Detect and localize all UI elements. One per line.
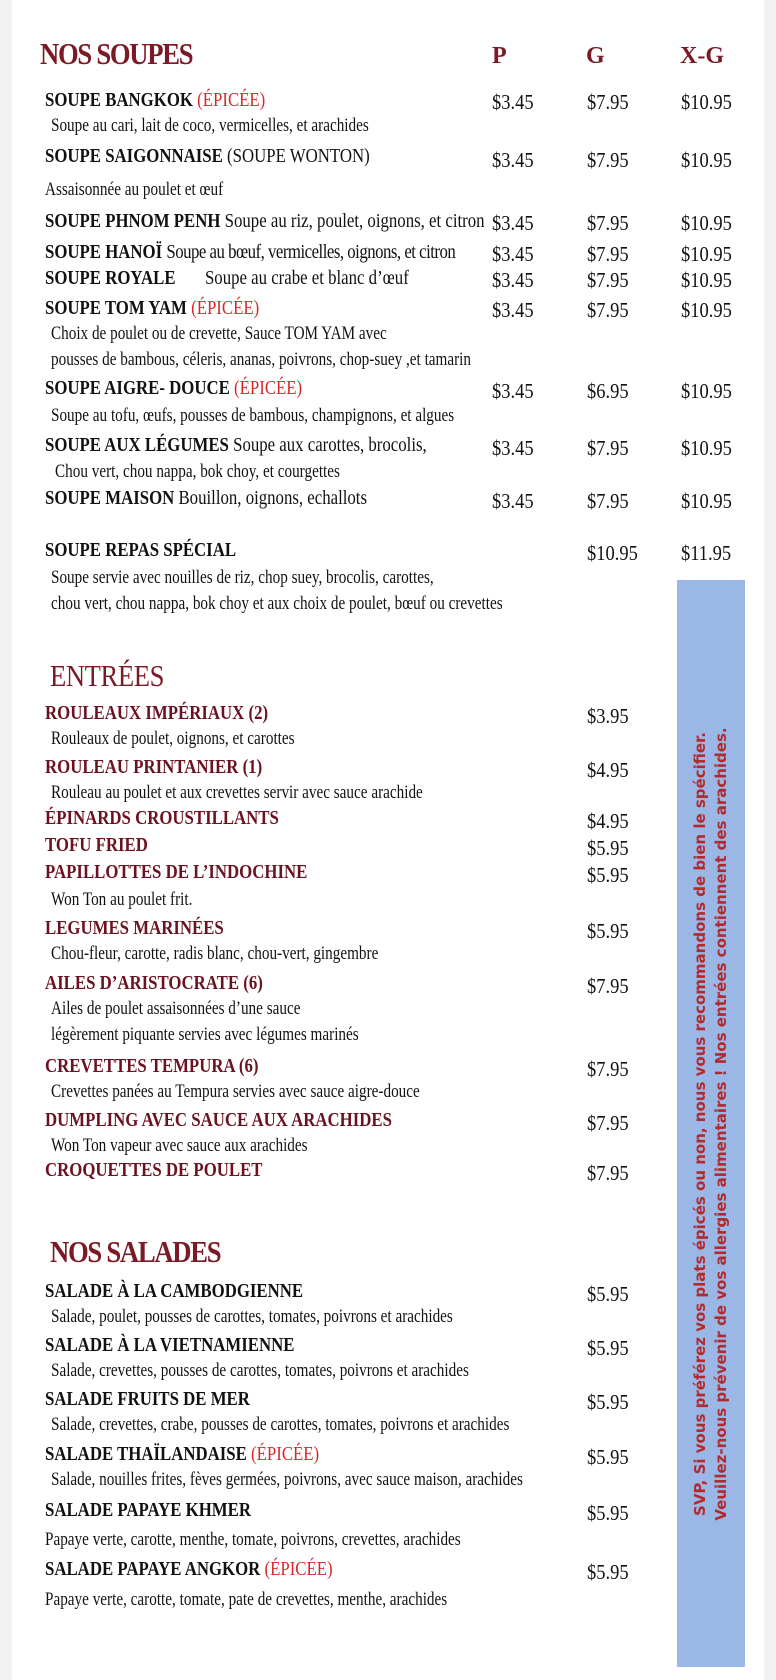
- menu-item-desc: Crevettes panées au Tempura servies avec sauce aigre-douce: [51, 1081, 420, 1102]
- menu-item-desc: Papaye verte, carotte, tomate, pate de crevettes, menthe, arachides: [45, 1589, 448, 1610]
- menu-item-desc: chou vert, chou nappa, bok choy et aux choix de poulet, bœuf ou crevettes: [51, 593, 503, 614]
- menu-item-name: CROQUETTES DE POULET: [45, 1159, 263, 1181]
- price: $4.95: [587, 758, 629, 782]
- price: $5.95: [587, 919, 629, 943]
- price: $5.95: [587, 1282, 629, 1306]
- menu-item-name: ROULEAUX IMPÉRIAUX (2): [45, 702, 269, 724]
- menu-item-name: SALADE PAPAYE ANGKOR (ÉPICÉE): [45, 1558, 333, 1580]
- price: $5.95: [587, 1501, 629, 1525]
- price: $5.95: [587, 1560, 629, 1584]
- menu-item-name: SOUPE ROYALE Soupe au crabe et blanc d’œuf: [45, 267, 409, 289]
- price-xg: $10.95: [681, 436, 732, 460]
- price: $7.95: [587, 974, 629, 998]
- menu-item-name: SOUPE TOM YAM (ÉPICÉE): [45, 297, 260, 319]
- price-p: $3.45: [492, 211, 534, 235]
- salads-title: NOS SALADES: [50, 1234, 221, 1269]
- entrees-title: ENTRÉES: [50, 658, 165, 693]
- price-g: $7.95: [587, 90, 629, 114]
- menu-item-desc: Chou vert, chou nappa, bok choy, et courgettes: [55, 461, 340, 482]
- menu-item-desc: Papaye verte, carotte, menthe, tomate, poivrons, crevettes, arachides: [45, 1529, 461, 1550]
- menu-item-name: SOUPE AIGRE- DOUCE (ÉPICÉE): [45, 377, 303, 399]
- menu-item-name: DUMPLING AVEC SAUCE AUX ARACHIDES: [45, 1109, 392, 1131]
- column-p: P: [492, 43, 507, 69]
- price-xg: $10.95: [681, 242, 732, 266]
- price: $7.95: [587, 1111, 629, 1135]
- menu-item-desc: Salade, crevettes, pousses de carottes, tomates, poivrons et arachides: [51, 1360, 469, 1381]
- menu-item-name: CREVETTES TEMPURA (6): [45, 1055, 259, 1077]
- price-g: $7.95: [587, 211, 629, 235]
- price: $5.95: [587, 863, 629, 887]
- menu-item-name: AILES D’ARISTOCRATE (6): [45, 972, 263, 994]
- price-xg: $10.95: [681, 90, 732, 114]
- menu-item-name: LEGUMES MARINÉES: [45, 917, 224, 939]
- menu-item-desc: légèrement piquante servies avec légumes marinés: [51, 1024, 359, 1045]
- banner-line-2: Veuillez-nous prévenir de vos allergies alimentaires ! Nos entrées contiennent des arachides.: [712, 726, 730, 1521]
- menu-item-desc: Assaisonnée au poulet et œuf: [45, 179, 224, 200]
- column-xg: X-G: [680, 43, 724, 69]
- menu-item-desc: Rouleau au poulet et aux crevettes servir avec sauce arachide: [51, 782, 423, 803]
- price: $5.95: [587, 836, 629, 860]
- menu-item-desc: Soupe au tofu, œufs, pousses de bambous, champignons, et algues: [51, 405, 455, 426]
- price: $4.95: [587, 809, 629, 833]
- menu-item-desc: Chou-fleur, carotte, radis blanc, chou-vert, gingembre: [51, 943, 379, 964]
- menu-item-name: SOUPE AUX LÉGUMES Soupe aux carottes, brocolis,: [45, 434, 427, 456]
- price: $3.95: [587, 704, 629, 728]
- price: $7.95: [587, 1161, 629, 1185]
- price-g: $6.95: [587, 379, 629, 403]
- price-g: $7.95: [587, 436, 629, 460]
- price-p: $3.45: [492, 379, 534, 403]
- menu-item-desc: Ailes de poulet assaisonnées d’une sauce: [51, 998, 301, 1019]
- menu-item-name: SALADE À LA CAMBODGIENNE: [45, 1280, 304, 1302]
- price-xg: $10.95: [681, 148, 732, 172]
- menu-item-desc: Choix de poulet ou de crevette, Sauce TOM YAM avec: [51, 323, 387, 344]
- price-g: $7.95: [587, 298, 629, 322]
- menu-item-name: ÉPINARDS CROUSTILLANTS: [45, 807, 279, 829]
- menu-item-desc: Rouleaux de poulet, oignons, et carottes: [51, 728, 295, 749]
- price-p: $3.45: [492, 268, 534, 292]
- price: $5.95: [587, 1445, 629, 1469]
- price-p: $3.45: [492, 148, 534, 172]
- menu-item-name: SALADE FRUITS DE MER: [45, 1388, 250, 1410]
- menu-item-desc: Won Ton vapeur avec sauce aux arachides: [51, 1135, 308, 1156]
- menu-item-name: PAPILLOTTES DE L’INDOCHINE: [45, 861, 308, 883]
- menu-item-desc: Soupe servie avec nouilles de riz, chop suey, brocolis, carottes,: [51, 567, 434, 588]
- menu-item-name: SOUPE SAIGONNAISE (SOUPE WONTON): [45, 145, 370, 167]
- menu-item-desc: Won Ton au poulet frit.: [51, 889, 193, 910]
- menu-item-name: ROULEAU PRINTANIER (1): [45, 756, 263, 778]
- price: $7.95: [587, 1057, 629, 1081]
- price-p: $3.45: [492, 90, 534, 114]
- price-xg: $11.95: [681, 541, 732, 565]
- price-p: $3.45: [492, 436, 534, 460]
- price-g: $10.95: [587, 541, 638, 565]
- price-g: $7.95: [587, 148, 629, 172]
- banner-line-1: SVP, Si vous préférez vos plats épicés ou non, nous vous recommandons de bien le spécifier.: [691, 731, 709, 1516]
- price-p: $3.45: [492, 489, 534, 513]
- menu-item-name: SOUPE PHNOM PENH Soupe au riz, poulet, oignons, et citron: [45, 210, 485, 232]
- price-xg: $10.95: [681, 379, 732, 403]
- price-p: $3.45: [492, 242, 534, 266]
- menu-item-desc: pousses de bambous, céleris, ananas, poivrons, chop-suey ,et tamarin: [51, 349, 472, 370]
- menu-item-name: SOUPE BANGKOK (ÉPICÉE): [45, 89, 266, 111]
- soups-title: NOS SOUPES: [40, 36, 193, 71]
- column-g: G: [586, 43, 605, 69]
- menu-item-name: SOUPE REPAS SPÉCIAL: [45, 539, 237, 561]
- price-xg: $10.95: [681, 268, 732, 292]
- menu-item-desc: Salade, nouilles frites, fèves germées, poivrons, avec sauce maison, arachides: [51, 1469, 523, 1490]
- menu-item-desc: Salade, crevettes, crabe, pousses de carottes, tomates, poivrons et arachides: [51, 1414, 510, 1435]
- price-g: $7.95: [587, 268, 629, 292]
- price-xg: $10.95: [681, 489, 732, 513]
- price-g: $7.95: [587, 242, 629, 266]
- price: $5.95: [587, 1336, 629, 1360]
- menu-item-name: SOUPE HANOÏ Soupe au bœuf, vermicelles, oignons, et citron: [45, 241, 456, 263]
- price-g: $7.95: [587, 489, 629, 513]
- price-xg: $10.95: [681, 298, 732, 322]
- menu-item-name: SALADE À LA VIETNAMIENNE: [45, 1334, 295, 1356]
- menu-item-name: TOFU FRIED: [45, 834, 148, 856]
- menu-item-name: SALADE THAÏLANDAISE (ÉPICÉE): [45, 1443, 320, 1465]
- price: $5.95: [587, 1390, 629, 1414]
- price-xg: $10.95: [681, 211, 732, 235]
- menu-item-desc: Soupe au cari, lait de coco, vermicelles, et arachides: [51, 115, 369, 136]
- menu-item-desc: Salade, poulet, pousses de carottes, tomates, poivrons et arachides: [51, 1306, 453, 1327]
- allergy-notice-banner: [677, 580, 745, 1667]
- menu-page: [12, 0, 764, 1680]
- menu-item-name: SOUPE MAISON Bouillon, oignons, echallots: [45, 487, 368, 509]
- price-p: $3.45: [492, 298, 534, 322]
- menu-item-name: SALADE PAPAYE KHMER: [45, 1499, 251, 1521]
